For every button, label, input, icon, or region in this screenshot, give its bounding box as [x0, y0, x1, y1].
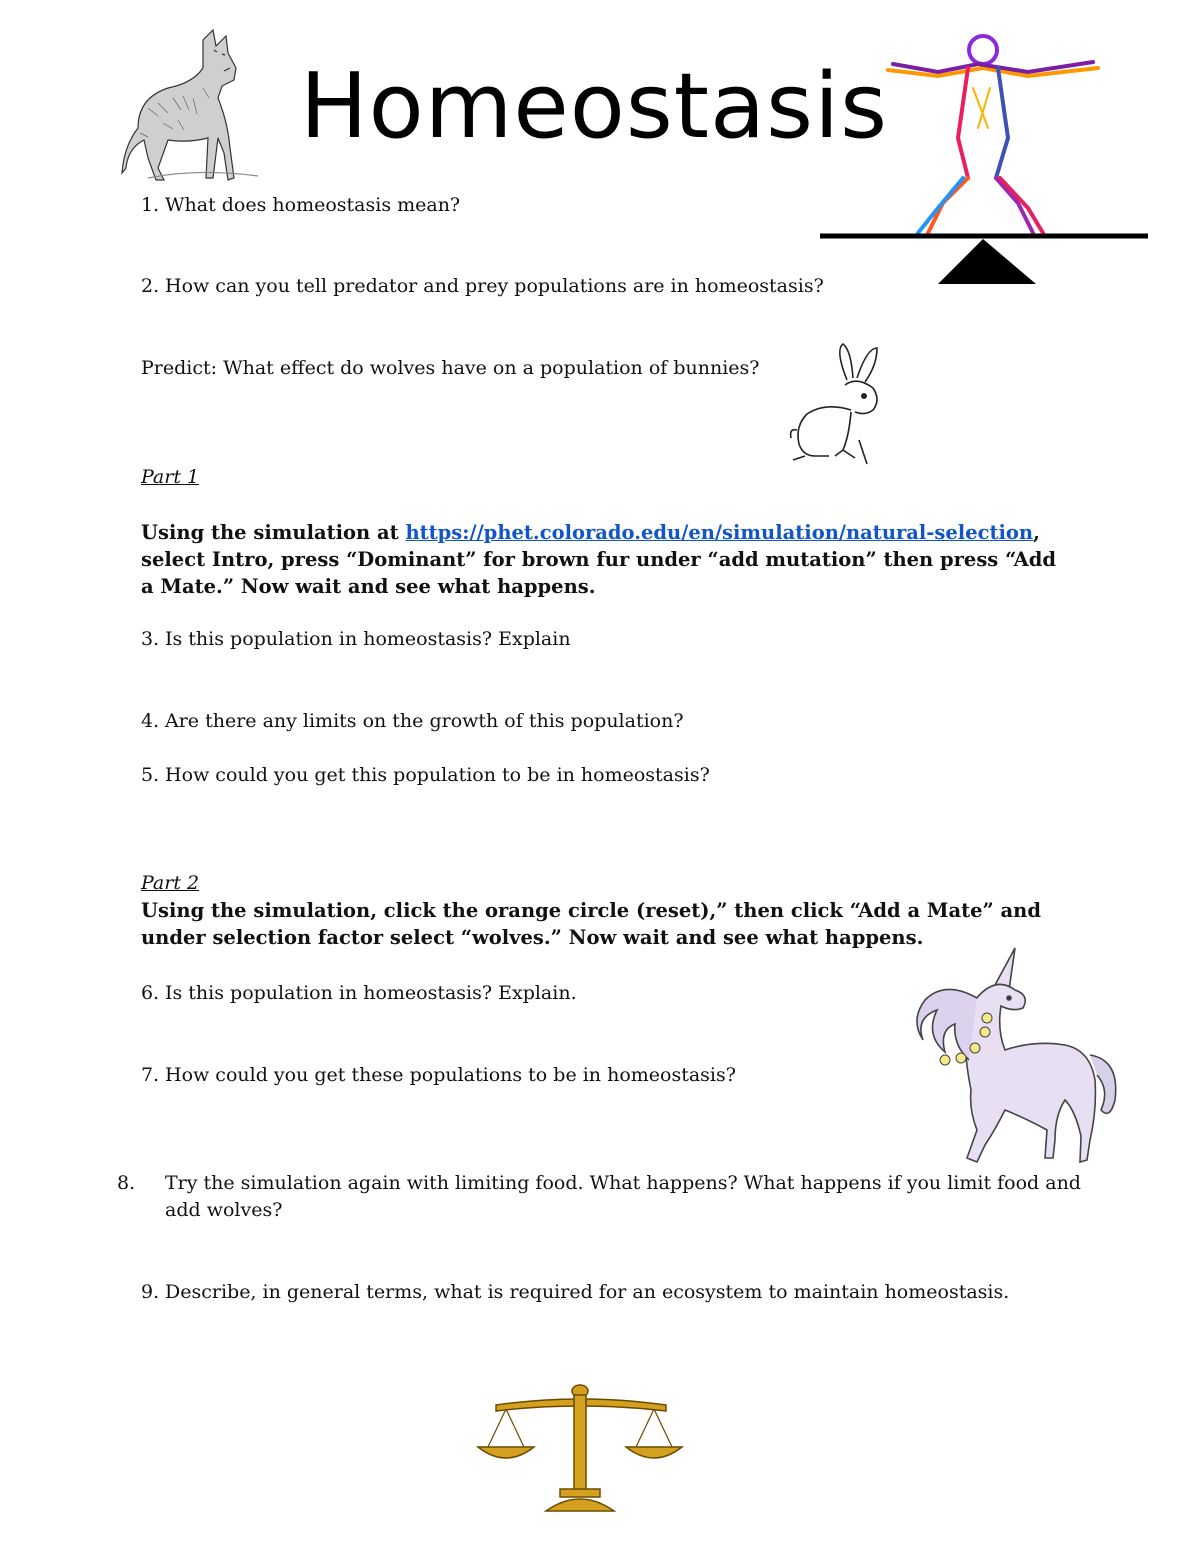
question-9: 9. Describe, in general terms, what is required for an ecosystem to maintain homeostasis. [141, 1281, 1010, 1303]
question-2: 2. How can you tell predator and prey populations are in homeostasis? [141, 275, 824, 297]
wolf-icon [118, 28, 283, 190]
part-1-heading: Part 1 [141, 466, 200, 488]
page-title: Homeostasis [300, 54, 888, 159]
question-6: 6. Is this population in homeostasis? Explain. [141, 982, 577, 1004]
unicorn-icon [905, 940, 1123, 1168]
simulation-link[interactable]: https://phet.colorado.edu/en/simulation/natural-selection [405, 521, 1034, 544]
part-1-instructions: Using the simulation at https://phet.colorado.edu/en/simulation/natural-selection, select Intro, press “Dominant” for brown fur under “add mutation” then press “Add a Mate.” Now wait and see what happens. [141, 521, 1056, 598]
scales-icon [476, 1383, 686, 1518]
question-5: 5. How could you get this population to be in homeostasis? [141, 764, 710, 786]
question-4: 4. Are there any limits on the growth of this population? [141, 710, 684, 732]
part-2-instructions: Using the simulation, click the orange circle (reset),” then click “Add a Mate” and under selection factor select “wolves.” Now wait and see what happens. [141, 899, 1041, 949]
question-7: 7. How could you get these populations to be in homeostasis? [141, 1064, 736, 1086]
question-3: 3. Is this population in homeostasis? Explain [141, 628, 571, 650]
part-2-heading: Part 2 [141, 872, 200, 894]
question-8: 8. Try the simulation again with limiting food. What happens? What happens if you limit food and add wolves? [117, 1172, 1081, 1221]
balance-figure-icon [818, 28, 1153, 290]
predict-question: Predict: What effect do wolves have on a population of bunnies? [141, 357, 760, 379]
bunny-icon [785, 340, 890, 470]
question-1: 1. What does homeostasis mean? [141, 194, 461, 216]
